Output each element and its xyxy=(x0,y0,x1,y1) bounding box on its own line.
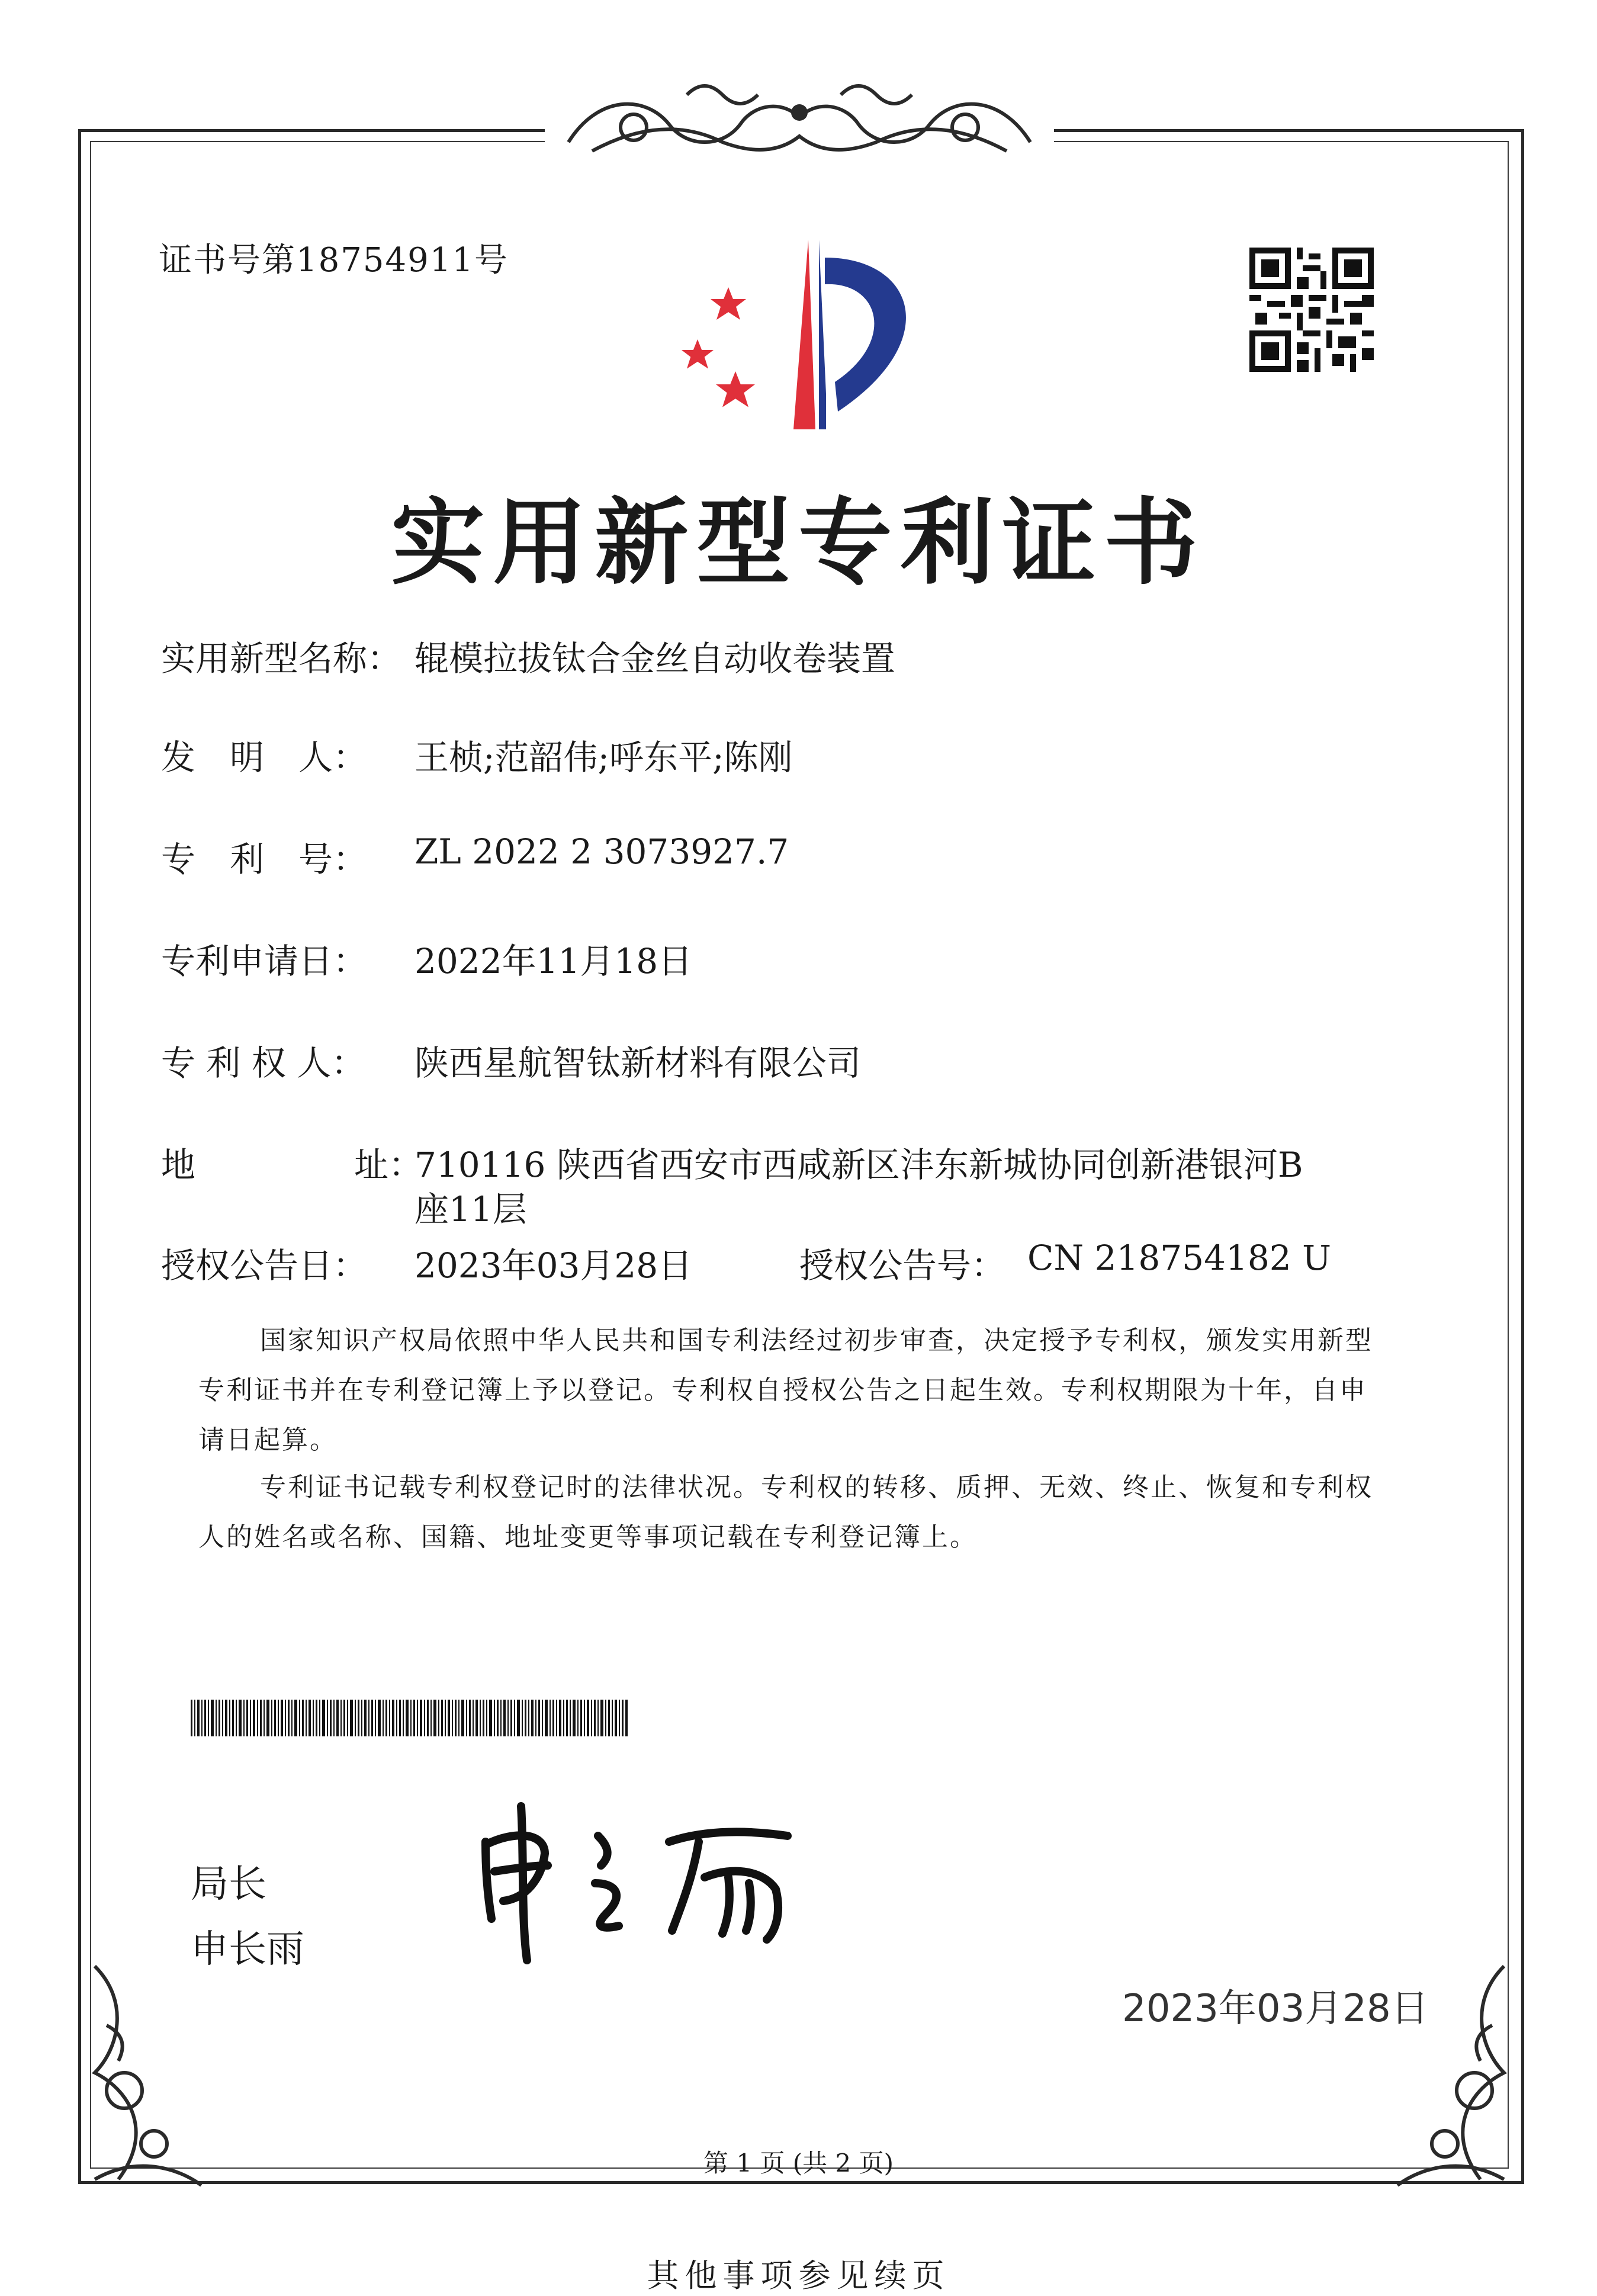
paragraph-2-line-2: 人的姓名或名称、国籍、地址变更等事项记载在专利登记簿上。 xyxy=(198,1522,978,1552)
patent-number-label: 专 利 号： xyxy=(161,839,368,879)
handwritten-signature-icon xyxy=(468,1788,823,1966)
address-label-right: 址： xyxy=(354,1145,423,1185)
filing-date-value: 2022年11月18日 xyxy=(414,941,693,981)
top-ornament-icon xyxy=(545,71,1054,166)
grant-date-label: 授权公告日： xyxy=(161,1245,368,1286)
filing-date-label: 专利申请日： xyxy=(161,941,368,981)
qr-code-icon xyxy=(1249,248,1374,372)
paragraph-1-line-1: 国家知识产权局依照中华人民共和国专利法经过初步审查，决定授予专利权，颁发实用新型 xyxy=(260,1325,1373,1356)
utility-model-name-value: 辊模拉拔钛合金丝自动收卷装置 xyxy=(414,638,896,679)
patent-office-logo-icon xyxy=(666,234,944,435)
issue-date: 2023年03月28日 xyxy=(1122,1987,1429,2031)
barcode-icon xyxy=(191,1700,629,1736)
paragraph-1-line-3: 请日起算。 xyxy=(198,1425,338,1455)
paragraph-1-line-2: 专利证书并在专利登记簿上予以登记。专利权自授权公告之日起生效。专利权期限为十年，自申 xyxy=(198,1375,1367,1405)
patentee-label: 专 利 权 人： xyxy=(161,1043,366,1083)
inventor-value: 王桢;范韶伟;呼东平;陈刚 xyxy=(414,737,793,778)
grant-number-value: CN 218754182 U xyxy=(1027,1238,1331,1278)
inventor-label: 发 明 人： xyxy=(161,737,368,778)
signatory-name: 申长雨 xyxy=(191,1928,304,1971)
address-line-2: 座11层 xyxy=(414,1189,527,1229)
grant-number-label: 授权公告号： xyxy=(799,1245,1006,1286)
signatory-title: 局长 xyxy=(191,1863,266,1906)
page-number: 第 1 页 (共 2 页) xyxy=(703,2149,894,2178)
certificate-number: 证书号第18754911号 xyxy=(159,241,509,280)
continuation-note: 其他事项参见续页 xyxy=(647,2257,950,2294)
certificate-title: 实用新型专利证书 xyxy=(391,489,1206,598)
utility-model-name-label: 实用新型名称： xyxy=(161,638,402,679)
paragraph-legal-status xyxy=(198,1463,1436,1562)
paragraph-grant-statement xyxy=(198,1316,1436,1465)
address-line-1: 710116 陕西省西安市西咸新区沣东新城协同创新港银河B xyxy=(414,1145,1303,1185)
grant-date-value: 2023年03月28日 xyxy=(414,1245,693,1286)
patentee-value: 陕西星航智钛新材料有限公司 xyxy=(414,1043,862,1083)
address-label-left: 地 xyxy=(161,1145,196,1185)
paragraph-2-line-1: 专利证书记载专利权登记时的法律状况。专利权的转移、质押、无效、终止、恢复和专利权 xyxy=(260,1472,1373,1502)
patent-number-value: ZL 2022 2 3073927.7 xyxy=(414,831,789,872)
